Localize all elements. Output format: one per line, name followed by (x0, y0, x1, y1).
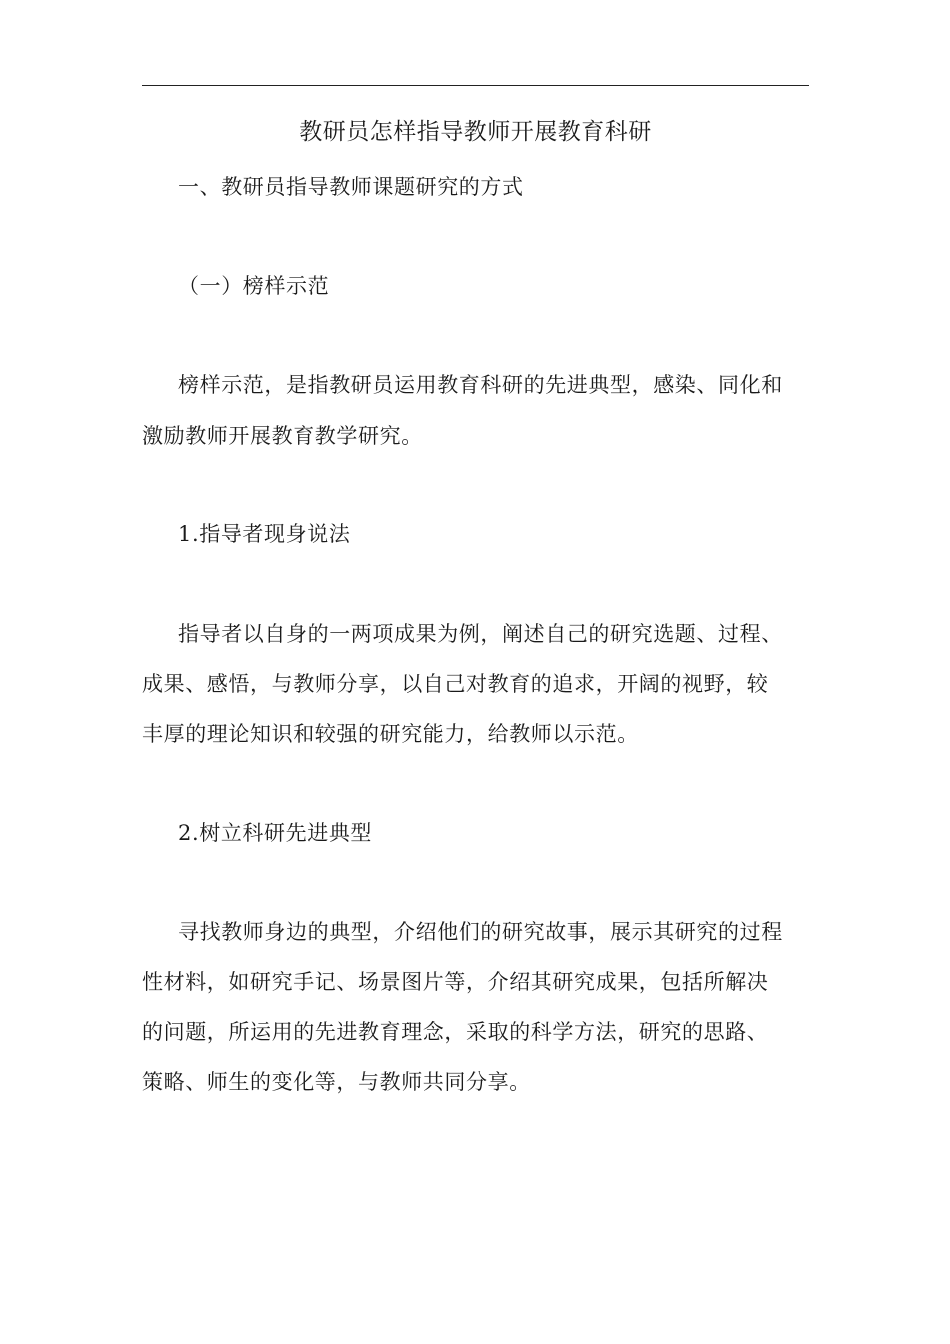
section-heading: 一、教研员指导教师课题研究的方式 (178, 175, 524, 199)
paragraph-line: 的问题，所运用的先进教育理念，采取的科学方法，研究的思路、 (142, 1020, 769, 1044)
paragraph-line: 榜样示范，是指教研员运用教育科研的先进典型，感染、同化和 (178, 373, 783, 397)
item-heading: 2.树立科研先进典型 (178, 821, 373, 845)
paragraph-line: 激励教师开展教育教学研究。 (142, 424, 423, 448)
paragraph-line: 策略、师生的变化等，与教师共同分享。 (142, 1070, 531, 1094)
header-rule (142, 85, 809, 86)
paragraph-line: 性材料，如研究手记、场景图片等，介绍其研究成果，包括所解决 (142, 970, 769, 994)
subsection-heading: （一）榜样示范 (178, 274, 330, 298)
paragraph-line: 寻找教师身边的典型，介绍他们的研究故事，展示其研究的过程 (178, 920, 783, 944)
document-title: 教研员怎样指导教师开展教育科研 (299, 119, 652, 145)
paragraph-line: 成果、感悟，与教师分享，以自己对教育的追求，开阔的视野，较 (142, 672, 769, 696)
paragraph-line: 指导者以自身的一两项成果为例，阐述自己的研究选题、过程、 (178, 622, 783, 646)
paragraph-line: 丰厚的理论知识和较强的研究能力，给教师以示范。 (142, 722, 639, 746)
item-heading: 1.指导者现身说法 (178, 522, 351, 546)
